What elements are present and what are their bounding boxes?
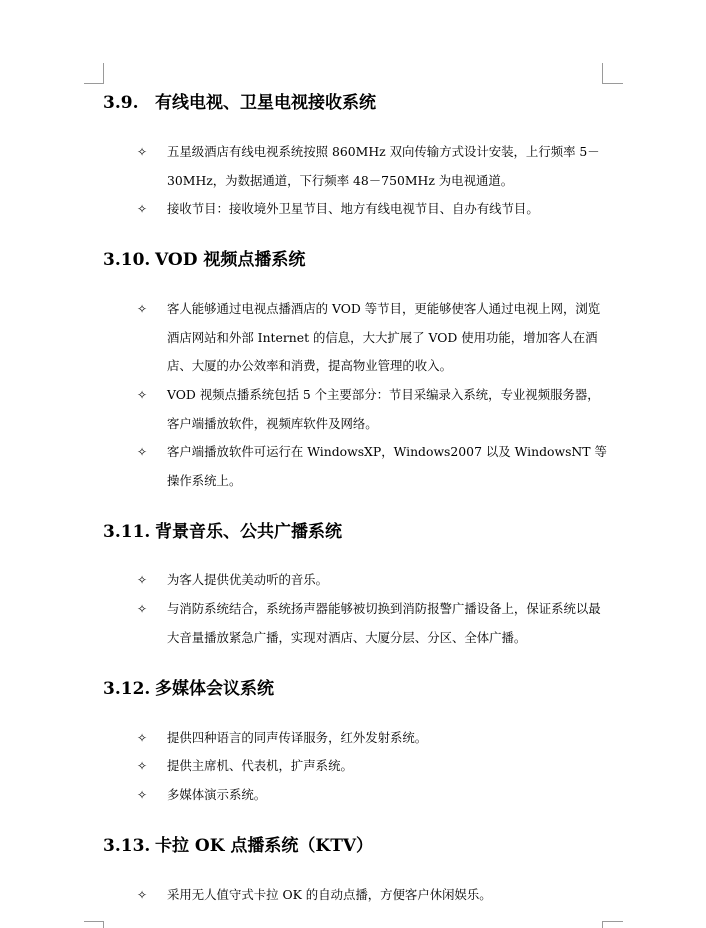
- crop-mark-top-left-v: [103, 63, 104, 84]
- bullet-diamond-icon: ✧: [136, 759, 148, 773]
- section-title: 有线电视、卫星电视接收系统: [155, 93, 376, 113]
- list-item-text: 与消防系统结合，系统扬声器能够被切换到消防报警广播设备上，保证系统以最大音量播放紧急广播，实现对酒店、大厦分层、分区、全体广播。: [167, 601, 601, 645]
- list-item-text: 客户端播放软件可运行在 WindowsXP，Windows2007 以及 WindowsNT 等操作系统上。: [167, 444, 607, 488]
- section-heading: [103, 249, 305, 271]
- section-heading: [103, 92, 376, 114]
- list-item-text: 五星级酒店有线电视系统按照 860MHz 双向传输方式设计安装，上行频率 5－30MHz，为数据通道，下行频率 48－750MHz 为电视通道。: [167, 144, 600, 188]
- list-item-text: 采用无人值守式卡拉 OK 的自动点播，方便客户休闲娱乐。: [167, 887, 492, 902]
- bullet-diamond-icon: ✧: [136, 573, 148, 587]
- crop-mark-bottom-left-h: [84, 921, 104, 922]
- section-number: 3.10.: [103, 250, 151, 270]
- section-number: 3.13.: [103, 836, 151, 856]
- section-heading: [103, 521, 342, 543]
- crop-mark-bottom-left-v: [103, 921, 104, 928]
- list-item-text: 客人能够通过电视点播酒店的 VOD 等节目，更能够使客人通过电视上网，浏览酒店网站和外部 Internet 的信息，大大扩展了 VOD 使用功能，增加客人在酒店、大厦的办公效率和消费，提高物业管理的收入。: [167, 301, 601, 374]
- list-item-text: VOD 视频点播系统包括 5 个主要部分：节目采编录入系统，专业视频服务器，客户端播放软件，视频库软件及网络。: [167, 387, 600, 431]
- section-title: 背景音乐、公共广播系统: [155, 522, 342, 542]
- crop-mark-top-right-v: [602, 63, 603, 84]
- crop-mark-bottom-right-v: [602, 921, 603, 928]
- list-item-text: 提供主席机、代表机，扩声系统。: [167, 758, 353, 773]
- bullet-diamond-icon: ✧: [136, 888, 148, 902]
- crop-mark-bottom-right-h: [602, 921, 623, 922]
- bullet-diamond-icon: ✧: [136, 602, 148, 616]
- crop-mark-top-right-h: [602, 83, 623, 84]
- section-title: 多媒体会议系统: [155, 679, 274, 699]
- bullet-diamond-icon: ✧: [136, 445, 148, 459]
- section-title: 卡拉 OK 点播系统（KTV）: [155, 836, 374, 856]
- bullet-diamond-icon: ✧: [136, 731, 148, 745]
- list-item-text: 接收节目：接收境外卫星节目、地方有线电视节目、自办有线节目。: [167, 201, 539, 216]
- list-item-text: 为客人提供优美动听的音乐。: [167, 572, 329, 587]
- section-heading: [103, 835, 373, 857]
- list-item-text: 多媒体演示系统。: [167, 787, 267, 802]
- list-item-text: 提供四种语言的同声传译服务，红外发射系统。: [167, 730, 428, 745]
- section-heading: [103, 678, 274, 700]
- bullet-diamond-icon: ✧: [136, 145, 148, 159]
- section-title: VOD 视频点播系统: [155, 250, 306, 270]
- bullet-diamond-icon: ✧: [136, 302, 148, 316]
- bullet-diamond-icon: ✧: [136, 388, 148, 402]
- section-number: 3.11.: [103, 522, 151, 542]
- section-number: 3.12.: [103, 679, 151, 699]
- bullet-diamond-icon: ✧: [136, 788, 148, 802]
- bullet-diamond-icon: ✧: [136, 202, 148, 216]
- crop-mark-top-left-h: [84, 83, 104, 84]
- section-number: 3.9.: [103, 93, 139, 113]
